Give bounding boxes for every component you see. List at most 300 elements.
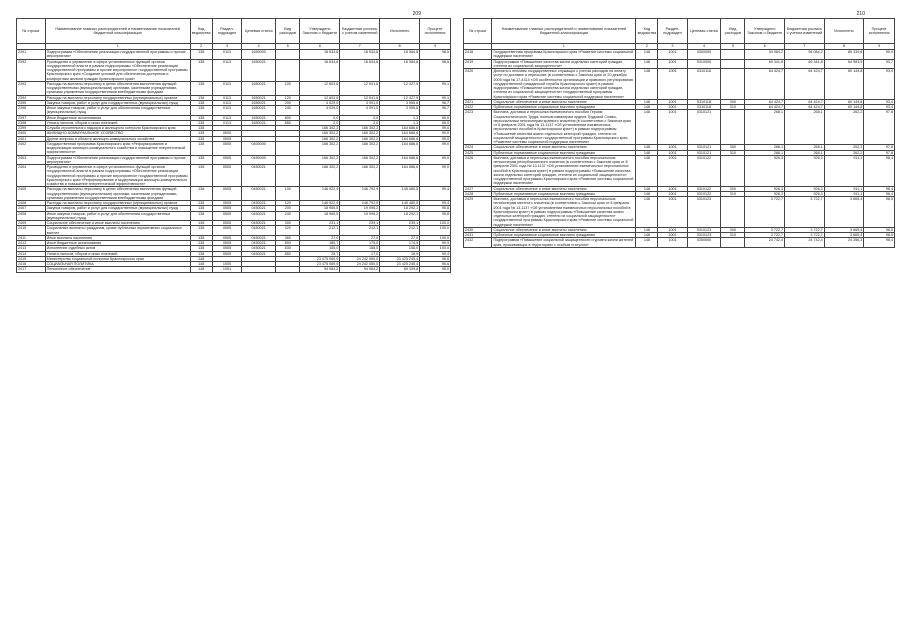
cell-ministry-code: 138	[190, 201, 212, 206]
cell-executed: 239,1	[380, 221, 420, 226]
cell-ministry-code: 138	[190, 155, 212, 165]
cell-percent: 99,4	[420, 187, 451, 201]
cell-name: Выплата, доставка и пересылка ежемесячного пособия персональным пенсионерам республиканского значения (в соответствии с Законом края от 8 февраля 2001 года № 13-1137 «Об установлении ежемесячных персональных пособий в Красноярском крае») в рамках подпрограммы «Повышение качества жизни отдельных категорий граждан, степени их социальной защищенности» государственной программы Красноярского края «Развитие системы социальной поддержки населения»	[492, 155, 636, 186]
cell-row-number: 2421	[464, 99, 492, 104]
cell-budget-list: 166 302,2	[340, 136, 380, 141]
cell-row-number: 2413	[17, 246, 46, 251]
cell-name: Закупка товаров, работ и услуг для государственных (муниципальных) нужд	[45, 206, 190, 211]
cell-target-article: 0450000	[242, 155, 276, 165]
cell-row-number: 2429	[464, 197, 492, 228]
table-row	[17, 267, 451, 272]
col-number: 6	[745, 44, 785, 50]
cell-budget-list: 166 302,2	[340, 126, 380, 131]
col-header-section: Раздел-подраздел	[212, 19, 242, 44]
cell-percent: 99,0	[420, 136, 451, 141]
cell-approved: 926,3	[745, 155, 785, 186]
cell-percent: 97,8	[864, 150, 895, 155]
cell-row-number: 2399	[17, 126, 46, 131]
cell-section-code: 0505	[212, 206, 242, 211]
col-number: 8	[380, 44, 420, 50]
cell-budget-list: 24 242 550,0	[340, 262, 380, 267]
col-header-expense-type: Вид расходов	[276, 19, 300, 44]
cell-row-number: 2402	[17, 141, 46, 155]
table-row	[17, 141, 451, 155]
cell-budget-list: 166 302,2	[340, 155, 380, 165]
cell-section-code: 0113	[212, 115, 242, 120]
cell-ministry-code: 148	[636, 186, 658, 191]
cell-row-number: 2431	[464, 233, 492, 238]
cell-expense-type: 240	[276, 211, 300, 221]
cell-target-article: 0450021	[242, 201, 276, 206]
cell-executed: 23 425 245,4	[380, 262, 420, 267]
col-header-section: Раздел-подраздел	[658, 19, 687, 44]
cell-ministry-code: 138	[190, 131, 212, 136]
cell-ministry-code: 148	[190, 267, 212, 272]
cell-executed: 12 427,9	[380, 95, 420, 100]
report-page-left	[16, 10, 451, 273]
cell-executed: 16 384,8	[380, 50, 420, 60]
cell-percent: 98,5	[420, 59, 451, 81]
cell-executed: 158,0	[380, 246, 420, 251]
cell-percent: 99,4	[420, 251, 451, 256]
cell-approved: 23 475 069,9	[300, 262, 340, 267]
cell-percent: 93,4	[864, 105, 895, 110]
cell-approved: 23 475 069,9	[300, 256, 340, 261]
col-number: 2	[190, 44, 212, 50]
cell-percent: 99,0	[420, 126, 451, 131]
cell-budget-list: 3 722,7	[785, 197, 825, 228]
cell-target-article: 0310118	[687, 105, 721, 110]
cell-expense-type	[276, 59, 300, 81]
cell-name: Иные бюджетные ассигнования	[45, 115, 190, 120]
cell-approved: 212,1	[300, 226, 340, 236]
cell-executed: 164 686,6	[380, 126, 420, 131]
cell-budget-list: 16 634,6	[340, 59, 380, 81]
cell-budget-list: 212,1	[340, 226, 380, 236]
cell-target-article: 0310118	[687, 99, 721, 104]
cell-row-number: 2395	[17, 100, 46, 105]
cell-row-number: 2412	[17, 241, 46, 246]
cell-expense-type	[276, 165, 300, 187]
cell-section-code: 1001	[658, 186, 687, 191]
cell-executed: 262,2	[824, 150, 864, 155]
cell-approved: 64 424,7	[745, 69, 785, 100]
cell-section-code: 0113	[212, 50, 242, 60]
cell-executed: 212,1	[380, 226, 420, 236]
cell-executed: 3 955,6	[380, 106, 420, 116]
cell-target-article: 0400000	[242, 141, 276, 155]
cell-approved: 2,0	[300, 115, 340, 120]
cell-percent: 95,8	[420, 211, 451, 221]
cell-ministry-code: 148	[636, 238, 658, 248]
cell-target-article: 0310123	[687, 197, 721, 228]
cell-approved: 27,0	[300, 235, 340, 240]
table-body	[464, 50, 895, 248]
cell-target-article: 0310121	[687, 110, 721, 145]
col-number: 6	[300, 44, 340, 50]
cell-budget-list: 268,1	[785, 110, 825, 145]
cell-ministry-code: 138	[190, 106, 212, 116]
cell-target-article: 0450021	[242, 206, 276, 211]
cell-name: Иные выплаты населению	[45, 235, 190, 240]
cell-name: Подпрограмма «Повышение социальной защищенности и уровня жизни жителей края, проживающих в территориях с особым статусом»	[492, 238, 636, 248]
cell-section-code: 1001	[658, 155, 687, 186]
cell-section-code: 0505	[212, 241, 242, 246]
cell-percent: 97,8	[864, 110, 895, 145]
cell-budget-list: 166 302,2	[340, 165, 380, 187]
cell-target-article: 0310122	[687, 191, 721, 196]
cell-ministry-code: 138	[190, 50, 212, 60]
table-row	[464, 197, 895, 228]
cell-executed: 911,1	[824, 155, 864, 186]
cell-name: Иные бюджетные ассигнования	[45, 241, 190, 246]
cell-approved: 18 965,5	[300, 211, 340, 221]
cell-budget-list: 146 792,9	[340, 187, 380, 201]
cell-executed: 89 339,8	[380, 267, 420, 272]
cell-target-article: 0450021	[242, 226, 276, 236]
cell-percent: 93,4	[864, 69, 895, 100]
col-number: 8	[824, 44, 864, 50]
cell-approved: 166 302,2	[300, 165, 340, 187]
cell-percent: 99,0	[420, 131, 451, 136]
cell-row-number: 2417	[17, 267, 46, 272]
cell-target-article: 0450021	[242, 211, 276, 221]
cell-expense-type	[721, 110, 745, 145]
cell-executed: 164 686,6	[380, 155, 420, 165]
col-header-article: Целевая статья	[242, 19, 276, 44]
cell-target-article: 0310118	[687, 69, 721, 100]
col-number: 4	[687, 44, 721, 50]
col-header-executed: Исполнено	[824, 19, 864, 44]
cell-executed: 262,2	[824, 110, 864, 145]
cell-expense-type: 800	[276, 241, 300, 246]
cell-name: Выплата, доставка и пересылка ежемесячного пособия персональным пенсионерам местного значения (в соответствии с Законом края от 8 февраля 2001 года № 13-1137 «Об установлении ежемесячных персональных пособий в Красноярском крае») в рамках подпрограммы «Повышение качества жизни отдельных категорий граждан, степени их социальной защищенности» государственной программы Красноярского края «Развитие системы социальной поддержки населения»	[492, 197, 636, 228]
cell-row-number: 2394	[17, 95, 46, 100]
cell-row-number: 2398	[17, 120, 46, 125]
cell-name: Социальное обеспечение и иные выплаты населению	[492, 227, 636, 232]
cell-budget-list: 239,1	[340, 221, 380, 226]
cell-section-code: 0505	[212, 136, 242, 141]
col-header-percent: Процент исполнения	[420, 19, 451, 44]
cell-target-article: 1650021	[242, 81, 276, 95]
cell-approved: 926,3	[745, 186, 785, 191]
cell-percent: 98,5	[864, 227, 895, 232]
cell-name: Иные закупки товаров, работ и услуг для обеспечения государственных (муниципальных) нужд	[45, 211, 190, 221]
col-number: 3	[658, 44, 687, 50]
cell-ministry-code: 148	[636, 145, 658, 150]
col-header-ministry: Код ведомства	[636, 19, 658, 44]
cell-expense-type: 240	[276, 106, 300, 116]
cell-executed: 27,0	[380, 235, 420, 240]
cell-target-article: 0450021	[242, 251, 276, 256]
cell-target-article: 0450021	[242, 221, 276, 226]
cell-name: Подпрограмма «Обеспечение реализации государственной программы и прочие мероприятия»	[45, 155, 190, 165]
cell-name: Публичные нормативные социальные выплаты гражданам	[492, 105, 636, 110]
cell-budget-list: 94 084,2	[340, 267, 380, 272]
cell-target-article: 1650021	[242, 100, 276, 105]
cell-percent: 96,7	[420, 106, 451, 116]
cell-approved: 3 722,7	[745, 233, 785, 238]
col-number: 1	[45, 44, 190, 50]
cell-section-code: 0505	[212, 246, 242, 251]
cell-percent: 93,4	[864, 99, 895, 104]
cell-row-number: 2420	[464, 69, 492, 100]
table-row	[17, 81, 451, 95]
table-row	[464, 50, 895, 60]
cell-executed: 174,9	[380, 241, 420, 246]
cell-approved: 146 922,9	[300, 201, 340, 206]
cell-section-code: 1001	[658, 227, 687, 232]
cell-percent: 99,4	[420, 201, 451, 206]
cell-expense-type: 100	[276, 187, 300, 201]
cell-budget-list: 94 084,2	[785, 50, 825, 60]
cell-row-number: 2401	[17, 136, 46, 141]
col-header-list: Бюджетная роспись с учетом изменений	[785, 19, 825, 44]
cell-expense-type	[276, 267, 300, 272]
cell-target-article: 0450021	[242, 165, 276, 187]
cell-ministry-code: 138	[190, 246, 212, 251]
cell-expense-type: 830	[276, 246, 300, 251]
cell-ministry-code: 138	[190, 221, 212, 226]
cell-section-code: 1001	[658, 191, 687, 196]
cell-ministry-code: 148	[636, 150, 658, 155]
cell-row-number: 2411	[17, 235, 46, 240]
cell-approved: 94 084,2	[300, 267, 340, 272]
cell-executed: 164 686,6	[380, 141, 420, 155]
cell-budget-list: 158,0	[340, 246, 380, 251]
cell-section-code: 1001	[658, 69, 687, 100]
cell-target-article: 1650021	[242, 120, 276, 125]
cell-name: Другие вопросы в области жилищно-коммунального хозяйства	[45, 136, 190, 141]
cell-expense-type: 200	[276, 206, 300, 211]
cell-target-article	[242, 267, 276, 272]
cell-name: Подпрограмма «Обеспечение реализации государственной программы и прочие мероприятия»	[45, 50, 190, 60]
cell-target-article: 1650021	[242, 95, 276, 100]
cell-executed: 12 427,9	[380, 81, 420, 95]
cell-target-article: 0350000	[687, 238, 721, 248]
cell-target-article: 0450021	[242, 187, 276, 201]
cell-budget-list: 64 424,7	[785, 69, 825, 100]
cell-row-number: 2430	[464, 227, 492, 232]
cell-name: Доплаты к пенсиям государственных служащих с учетом расходов на оплату услуг по доставке и пересылке (в соответствии с Законом края от 20 декабря 2005 года № 17-4314 «Об особенностях организации и правового регулирования государственной гражданской службы Красноярского края») в рамках подпрограммы «Повышение качества жизни отдельных категорий граждан, степени их социальной защищенности» государственной программы Красноярского края «Развитие системы социальной поддержки населения»	[492, 69, 636, 100]
cell-budget-list: 19 095,2	[340, 211, 380, 221]
cell-budget-list: 24 742,4	[785, 238, 825, 248]
cell-executed: 164 686,6	[380, 136, 420, 141]
cell-row-number: 2393	[17, 81, 46, 95]
table-row	[17, 211, 451, 221]
cell-executed: 262,2	[824, 145, 864, 150]
cell-section-code: 1001	[658, 150, 687, 155]
table-row	[464, 59, 895, 69]
cell-executed: 23 425 245,4	[380, 256, 420, 261]
cell-row-number: 2432	[464, 238, 492, 248]
cell-budget-list: 3 722,7	[785, 227, 825, 232]
cell-budget-list: 926,3	[785, 191, 825, 196]
col-number: 1	[492, 44, 636, 50]
cell-executed: 1,3	[380, 115, 420, 120]
cell-row-number: 2424	[464, 145, 492, 150]
cell-executed: 18 292,1	[380, 206, 420, 211]
cell-expense-type	[721, 69, 745, 100]
cell-row-number: 2392	[17, 59, 46, 81]
cell-name: Выплата, доставка и пересылка ежемесячного пособия Героям Социалистического Труда, полным кавалерам ордена Трудовой Славы, персональным пенсионерам краевого значения (в соответствии с Законом края от 8 февраля 2001 года № 13-1137 «Об установлении ежемесячных персональных пособий в Красноярском крае») в рамках подпрограммы «Повышение качества жизни отдельных категорий граждан, степени их социальной защищенности» государственной программы Красноярского края «Развитие системы социальной поддержки населения»	[492, 110, 636, 145]
cell-expense-type: 310	[721, 233, 745, 238]
cell-approved: 2,0	[300, 120, 340, 125]
cell-ministry-code: 138	[190, 241, 212, 246]
cell-expense-type: 100	[276, 81, 300, 95]
cell-row-number: 2403	[17, 155, 46, 165]
cell-percent: 95,0	[420, 267, 451, 272]
cell-ministry-code: 138	[190, 235, 212, 240]
cell-budget-list: 166 302,2	[340, 131, 380, 136]
cell-percent: 98,5	[420, 50, 451, 60]
table-row	[464, 238, 895, 248]
cell-ministry-code: 148	[636, 227, 658, 232]
cell-expense-type: 850	[276, 251, 300, 256]
col-number: 4	[242, 44, 276, 50]
cell-expense-type: 120	[276, 201, 300, 206]
cell-percent: 99,0	[420, 155, 451, 165]
cell-section-code: 0113	[212, 59, 242, 81]
cell-name: Расходы на выплаты персоналу государственных (муниципальных) органов	[45, 201, 190, 206]
cell-ministry-code: 148	[636, 59, 658, 69]
col-number: 3	[212, 44, 242, 50]
cell-row-number: 2425	[464, 150, 492, 155]
cell-section-code: 0505	[212, 235, 242, 240]
cell-section-code: 1001	[658, 110, 687, 145]
cell-row-number: 2418	[464, 50, 492, 60]
cell-percent: 65,0	[420, 115, 451, 120]
cell-approved: 268,1	[745, 110, 785, 145]
cell-approved: 94 084,2	[745, 50, 785, 60]
cell-name: ЖИЛИЩНО-КОММУНАЛЬНОЕ ХОЗЯЙСТВО	[45, 131, 190, 136]
budget-table	[16, 18, 451, 273]
cell-percent: 100,0	[420, 246, 451, 251]
cell-ministry-code: 138	[190, 206, 212, 211]
cell-executed: 911,1	[824, 191, 864, 196]
cell-name: СОЦИАЛЬНАЯ ПОЛИТИКА	[45, 262, 190, 267]
cell-name: Служба строительного надзора и жилищного контроля Красноярского края	[45, 126, 190, 131]
cell-percent: 98,5	[864, 197, 895, 228]
col-header-article: Целевая статья	[687, 19, 721, 44]
cell-name: Публичные нормативные социальные выплаты гражданам	[492, 150, 636, 155]
cell-expense-type: 300	[721, 227, 745, 232]
cell-section-code: 1001	[658, 59, 687, 69]
cell-expense-type	[276, 141, 300, 155]
cell-executed: 64 983,5	[824, 59, 864, 69]
cell-approved: 69 341,8	[745, 59, 785, 69]
cell-approved: 24 742,4	[745, 238, 785, 248]
cell-row-number: 2428	[464, 191, 492, 196]
cell-expense-type: 310	[721, 150, 745, 155]
cell-section-code: 0113	[212, 100, 242, 105]
table-row	[17, 59, 451, 81]
cell-approved: 166 302,2	[300, 126, 340, 131]
cell-budget-list: 2,0	[340, 115, 380, 120]
cell-approved: 180,7	[300, 241, 340, 246]
cell-percent: 99,0	[420, 141, 451, 155]
col-number: 5	[276, 44, 300, 50]
cell-percent: 95,0	[864, 50, 895, 60]
cell-executed: 164 686,6	[380, 165, 420, 187]
col-header-percent: Процент исполнения	[864, 19, 895, 44]
cell-section-code: 0113	[212, 120, 242, 125]
cell-approved: 166 302,2	[300, 141, 340, 155]
cell-percent: 98,4	[864, 191, 895, 196]
cell-row-number: 2415	[17, 256, 46, 261]
cell-row-number: 2426	[464, 155, 492, 186]
cell-budget-list: 16 634,6	[340, 50, 380, 60]
cell-section-code: 0113	[212, 81, 242, 95]
cell-ministry-code: 148	[636, 50, 658, 60]
cell-section-code: 0505	[212, 211, 242, 221]
cell-approved: 3 722,7	[745, 197, 785, 228]
cell-executed: 60 144,8	[824, 99, 864, 104]
cell-name: Подпрограмма «Повышение качества жизни отдельных категорий граждан, степени их социальной защищенности»	[492, 59, 636, 69]
cell-expense-type: 360	[276, 235, 300, 240]
cell-name: Публичные нормативные социальные выплаты гражданам	[492, 191, 636, 196]
cell-name: Публичные нормативные социальные выплаты гражданам	[492, 233, 636, 238]
cell-ministry-code: 138	[190, 120, 212, 125]
cell-name: Социальное обеспечение и иные выплаты населению	[45, 221, 190, 226]
cell-expense-type: 850	[276, 120, 300, 125]
cell-percent: 99,0	[420, 165, 451, 187]
cell-target-article: 0450021	[242, 241, 276, 246]
col-header-name: Наименование главных распорядителей и наименование показателей бюджетной классификации	[45, 19, 190, 44]
cell-expense-type	[721, 238, 745, 248]
cell-expense-type: 300	[721, 145, 745, 150]
cell-name: Социальное обеспечение и иные выплаты населению	[492, 99, 636, 104]
cell-expense-type	[721, 197, 745, 228]
cell-target-article: 0450021	[242, 246, 276, 251]
cell-ministry-code: 138	[190, 100, 212, 105]
cell-target-article: 0310122	[687, 155, 721, 186]
cell-approved: 16 634,6	[300, 50, 340, 60]
cell-expense-type: 300	[276, 221, 300, 226]
cell-section-code: 1001	[658, 145, 687, 150]
cell-budget-list: 24 242 550,0	[340, 256, 380, 261]
cell-approved: 926,3	[745, 191, 785, 196]
cell-row-number: 2414	[17, 251, 46, 256]
cell-executed: 60 144,8	[824, 105, 864, 110]
cell-target-article: 0310122	[687, 186, 721, 191]
cell-row-number: 2422	[464, 105, 492, 110]
cell-percent: 96,6	[420, 256, 451, 261]
cell-name: Уплата налогов, сборов и иных платежей	[45, 251, 190, 256]
cell-approved: 155,0	[300, 246, 340, 251]
cell-name: Социальное обеспечение и иные выплаты населению	[492, 145, 636, 150]
cell-expense-type	[721, 59, 745, 69]
cell-expense-type	[276, 155, 300, 165]
cell-budget-list: 926,3	[785, 155, 825, 186]
cell-approved: 25,7	[300, 251, 340, 256]
cell-budget-list: 926,3	[785, 186, 825, 191]
cell-name: Иные закупки товаров, работ и услуг для обеспечения государственных (муниципальных) нужд	[45, 106, 190, 116]
cell-section-code: 1001	[658, 233, 687, 238]
cell-section-code: 1001	[658, 99, 687, 104]
cell-ministry-code: 148	[636, 110, 658, 145]
cell-percent: 98,4	[864, 238, 895, 248]
cell-executed: 1,3	[380, 120, 420, 125]
cell-ministry-code: 148	[636, 155, 658, 186]
cell-target-article: 0450021	[242, 235, 276, 240]
cell-budget-list: 12 541,6	[340, 81, 380, 95]
cell-percent: 95,8	[420, 206, 451, 211]
col-number: 9	[864, 44, 895, 50]
cell-approved: 64 424,7	[745, 99, 785, 104]
cell-row-number: 2404	[17, 165, 46, 187]
cell-row-number: 2391	[17, 50, 46, 60]
